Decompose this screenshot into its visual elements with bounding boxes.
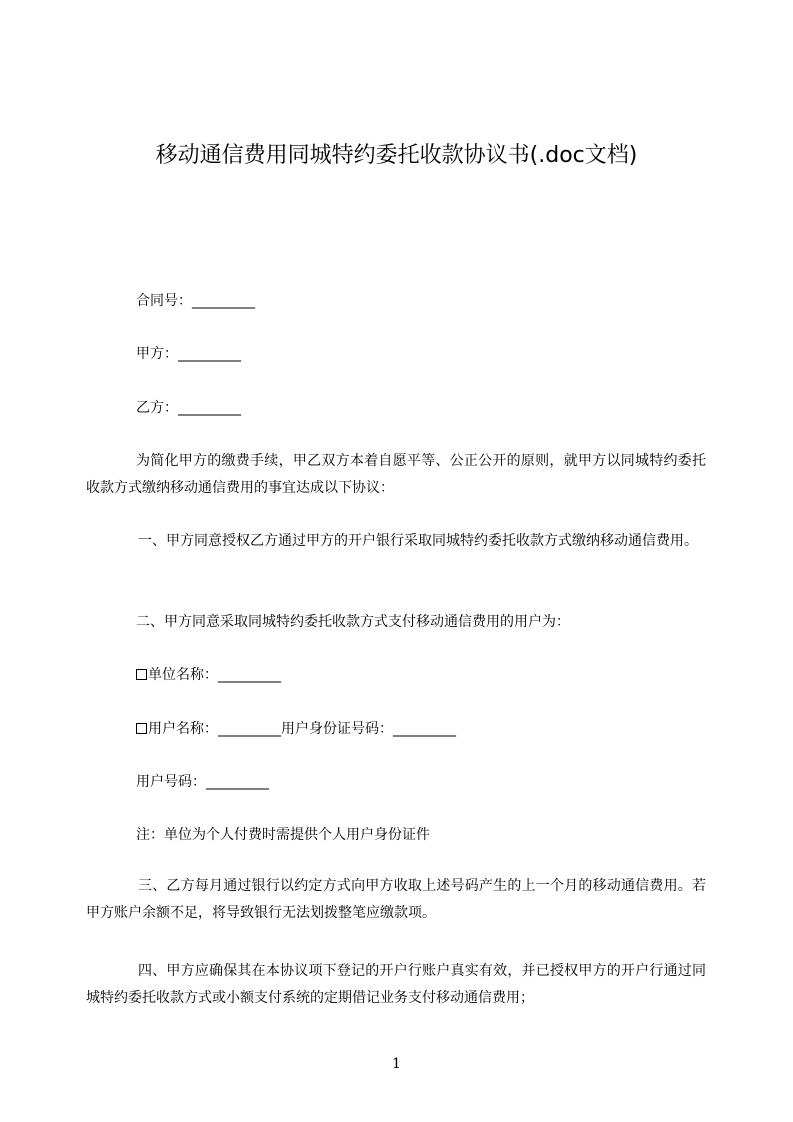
page-number: 1 bbox=[392, 1056, 401, 1072]
user-name-checkbox[interactable] bbox=[136, 723, 147, 734]
clause-1-paragraph: 一、甲方同意授权乙方通过甲方的开户银行采取同城特约委托收款方式缴纳移动通信费用。 bbox=[138, 533, 698, 549]
note-paragraph: 注：单位为个人付费时需提供个人用户身份证件 bbox=[136, 827, 430, 843]
unit-name-checkbox[interactable] bbox=[136, 669, 147, 680]
clause-3-paragraph: 三、乙方每月通过银行以约定方式向甲方收取上述号码产生的上一个月的移动通信费用。若甲方账户余额不足，将导致银行无法划拨整笔应缴款项。 bbox=[86, 878, 706, 921]
contract-number-field: 合同号：_________ bbox=[136, 293, 255, 309]
party-b-field: 乙方：_________ bbox=[136, 400, 241, 416]
clause-2-paragraph: 二、甲方同意采取同城特约委托收款方式支付移动通信费用的用户为： bbox=[136, 614, 570, 630]
unit-name-row bbox=[136, 666, 281, 684]
user-name-label: 用户名称：_________用户身份证号码：_________ bbox=[148, 721, 456, 737]
user-number-field: 用户号码：_________ bbox=[136, 774, 269, 790]
user-name-row bbox=[136, 720, 456, 738]
intro-paragraph: 为简化甲方的缴费手续，甲乙双方本着自愿平等、公正公开的原则，就甲方以同城特约委托收款方式缴纳移动通信费用的事宜达成以下协议： bbox=[86, 453, 706, 496]
unit-name-label: 单位名称：_________ bbox=[148, 667, 281, 683]
document-title: 移动通信费用同城特约委托收款协议书(.doc文档) bbox=[155, 143, 638, 168]
party-a-field: 甲方：_________ bbox=[136, 346, 241, 362]
clause-4-paragraph: 四、甲方应确保其在本协议项下登记的开户行账户真实有效，并已授权甲方的开户行通过同城特约委托收款方式或小额支付系统的定期借记业务支付移动通信费用； bbox=[86, 963, 706, 1006]
